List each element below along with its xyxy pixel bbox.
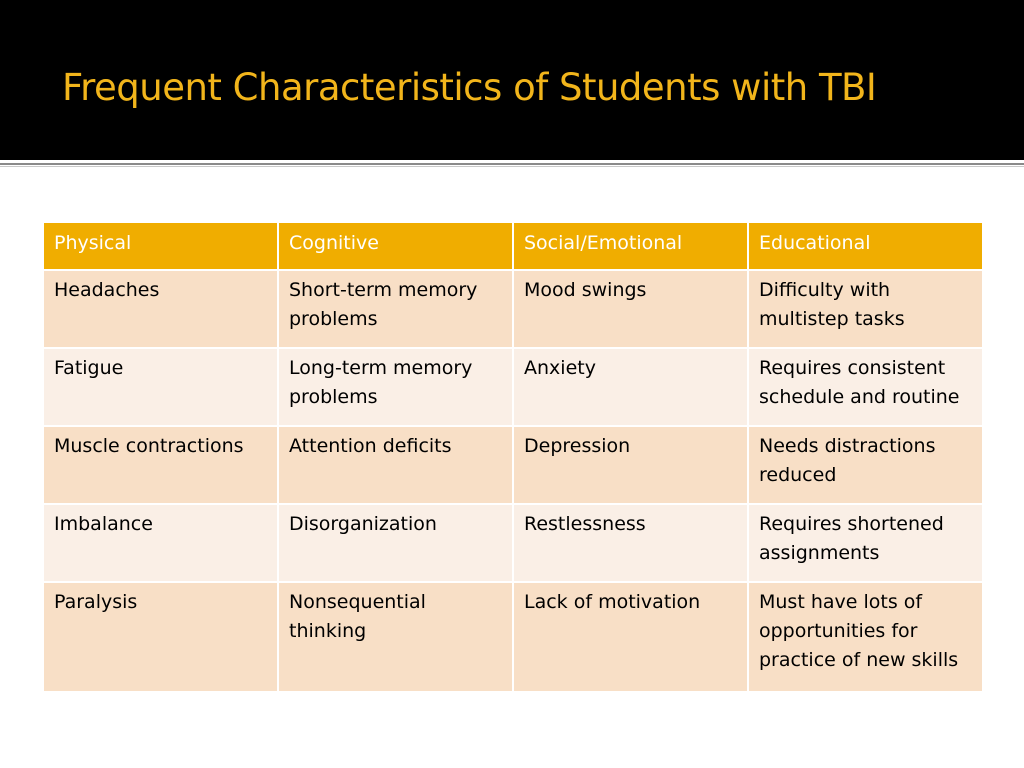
table-cell: Imbalance	[43, 504, 278, 582]
header-social-emotional: Social/Emotional	[513, 222, 748, 270]
table-cell: Requires shortened assignments	[748, 504, 983, 582]
table-cell: Lack of motivation	[513, 582, 748, 692]
table-cell: Fatigue	[43, 348, 278, 426]
table-cell: Headaches	[43, 270, 278, 348]
table-cell: Requires consistent schedule and routine	[748, 348, 983, 426]
header-cognitive: Cognitive	[278, 222, 513, 270]
table-row	[43, 426, 983, 504]
table-cell: Restlessness	[513, 504, 748, 582]
title-divider	[0, 163, 1024, 165]
table-cell: Long-term memory problems	[278, 348, 513, 426]
table-row	[43, 270, 983, 348]
table-cell: Paralysis	[43, 582, 278, 692]
characteristics-table	[42, 221, 984, 693]
table-cell: Attention deficits	[278, 426, 513, 504]
table-row	[43, 504, 983, 582]
table-cell: Short-term memory problems	[278, 270, 513, 348]
table-row	[43, 348, 983, 426]
header-physical: Physical	[43, 222, 278, 270]
header-educational: Educational	[748, 222, 983, 270]
slide-title: Frequent Characteristics of Students with TBI	[62, 66, 877, 109]
table-cell: Disorganization	[278, 504, 513, 582]
table-cell: Mood swings	[513, 270, 748, 348]
table-cell: Depression	[513, 426, 748, 504]
table-header-row	[43, 222, 983, 270]
table-cell: Must have lots of opportunities for practice of new skills	[748, 582, 983, 692]
table-cell: Anxiety	[513, 348, 748, 426]
table-row	[43, 582, 983, 692]
title-bar	[0, 0, 1024, 160]
table-cell: Difficulty with multistep tasks	[748, 270, 983, 348]
title-divider-thin	[0, 166, 1024, 167]
table-cell: Muscle contractions	[43, 426, 278, 504]
table-cell: Needs distractions reduced	[748, 426, 983, 504]
table-cell: Nonsequential thinking	[278, 582, 513, 692]
